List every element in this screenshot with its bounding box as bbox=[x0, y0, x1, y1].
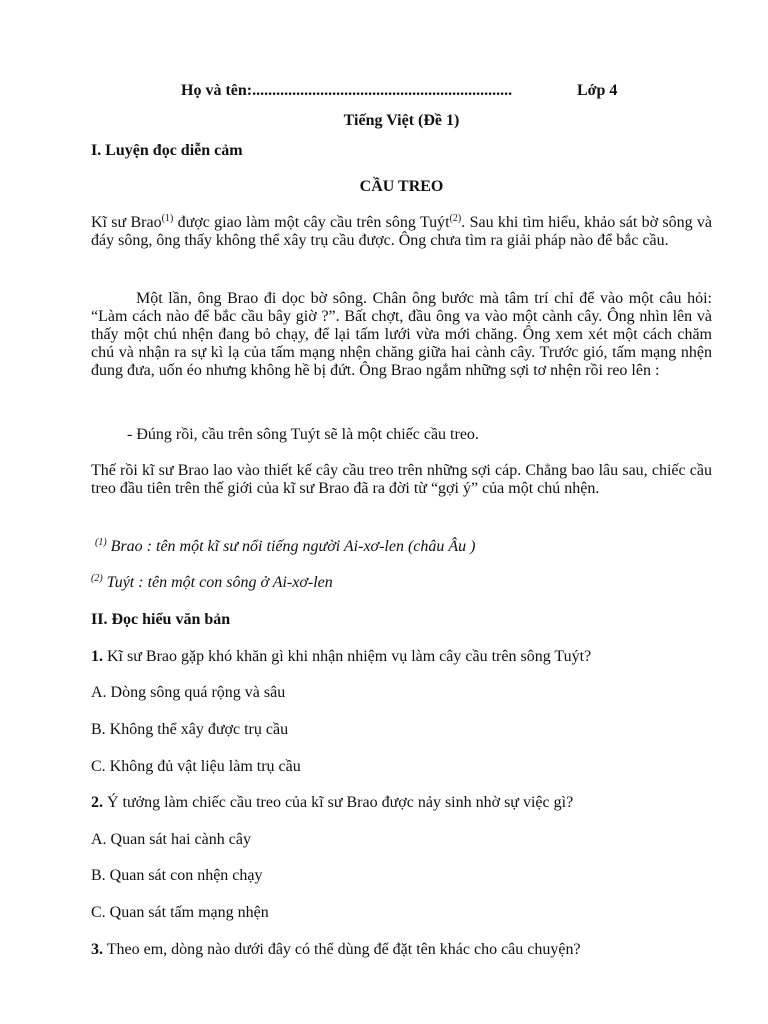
story-paragraph-4: Thế rồi kĩ sư Brao lao vào thiết kế cây cầu treo trên những sợi cáp. Chẳng bao lâu sau, chiếc cầu treo đầu tiên trên thế giới của kĩ sư Brao đã ra đời từ “gợi ý” của một chú nhện. bbox=[91, 462, 712, 497]
question-2-option-a: A. Quan sát hai cành cây bbox=[91, 831, 251, 848]
question-2-text: Ý tưởng làm chiếc cầu treo của kĩ sư Brao được nảy sinh nhờ sự việc gì? bbox=[103, 794, 574, 811]
section2-heading: II. Đọc hiểu văn bản bbox=[91, 611, 231, 628]
question-1-number: 1. bbox=[91, 648, 103, 665]
question-1-option-c: C. Không đủ vật liệu làm trụ cầu bbox=[91, 758, 301, 775]
question-2-option-c: C. Quan sát tấm mạng nhện bbox=[91, 904, 269, 921]
story-paragraph-3: - Đúng rồi, cầu trên sông Tuýt sẽ là một chiếc cầu treo. bbox=[127, 426, 479, 443]
footnote-2-mark: (2) bbox=[91, 573, 103, 584]
name-dots: ................................................................. bbox=[252, 82, 513, 99]
story-title: CẦU TREO bbox=[359, 178, 444, 195]
question-1-option-a: A. Dòng sông quá rộng và sâu bbox=[91, 684, 286, 701]
footnote-ref-2: (2) bbox=[449, 213, 462, 224]
footnote-ref-1: (1) bbox=[161, 213, 174, 224]
student-name-line bbox=[181, 81, 512, 101]
story-paragraph-1 bbox=[91, 214, 712, 250]
question-3-text: Theo em, dòng nào dưới đây có thể dùng để đặt tên khác cho câu chuyện? bbox=[103, 941, 581, 958]
footnote-1 bbox=[95, 537, 476, 557]
question-3-number: 3. bbox=[91, 941, 103, 958]
footnote-1-text: Brao : tên một kĩ sư nổi tiếng người Ai-xơ-len (châu Âu ) bbox=[106, 538, 476, 555]
section1-heading: I. Luyện đọc diễn cảm bbox=[91, 142, 243, 159]
footnote-1-mark: (1) bbox=[95, 537, 107, 548]
story-paragraph-2: Một lần, ông Brao đi dọc bờ sông. Chân ông bước mà tâm trí chỉ để vào một câu hỏi: “Làm cách nào để bắc cầu bây giờ ?”. Bất chợt, đầu ông va vào một cành cây. Ông nhìn lên và thấy một chú nhện đang bỏ chạy, để lại tấm lưới vừa mới chăng. Ông xem xét một cách chăm chú và nhận ra sự kì lạ của tấm mạng nhện chăng giữa hai cành cây. Trước gió, tấm mạng nhện đung đưa, uốn éo nhưng không hề bị đứt. Ông Brao ngắm những sợi tơ nhện rồi reo lên : bbox=[91, 290, 712, 379]
p1-text-c: . Sau khi tìm hiểu, khảo sát bờ sông và đáy sông, ông thấy không thể xây trụ cầu được. Ông chưa tìm ra giải pháp nào để bắc cầu. bbox=[91, 214, 713, 249]
footnote-2 bbox=[91, 573, 333, 593]
question-2 bbox=[91, 793, 573, 813]
question-1-option-b: B. Không thể xây được trụ cầu bbox=[91, 721, 289, 738]
question-2-option-b: B. Quan sát con nhện chạy bbox=[91, 867, 263, 884]
question-1 bbox=[91, 647, 591, 667]
name-label: Họ và tên: bbox=[181, 82, 253, 99]
question-2-number: 2. bbox=[91, 794, 103, 811]
question-1-text: Kĩ sư Brao gặp khó khăn gì khi nhận nhiệm vụ làm cây cầu trên sông Tuýt? bbox=[103, 648, 592, 665]
p1-text-a: Kĩ sư Brao bbox=[91, 214, 162, 231]
footnote-2-text: Tuýt : tên một con sông ở Ai-xơ-len bbox=[102, 574, 333, 591]
p1-text-b: được giao làm một cây cầu trên sông Tuýt bbox=[173, 214, 450, 231]
subject-title: Tiếng Việt (Đề 1) bbox=[343, 112, 460, 129]
question-3 bbox=[91, 940, 581, 960]
class-label: Lớp 4 bbox=[577, 82, 618, 99]
